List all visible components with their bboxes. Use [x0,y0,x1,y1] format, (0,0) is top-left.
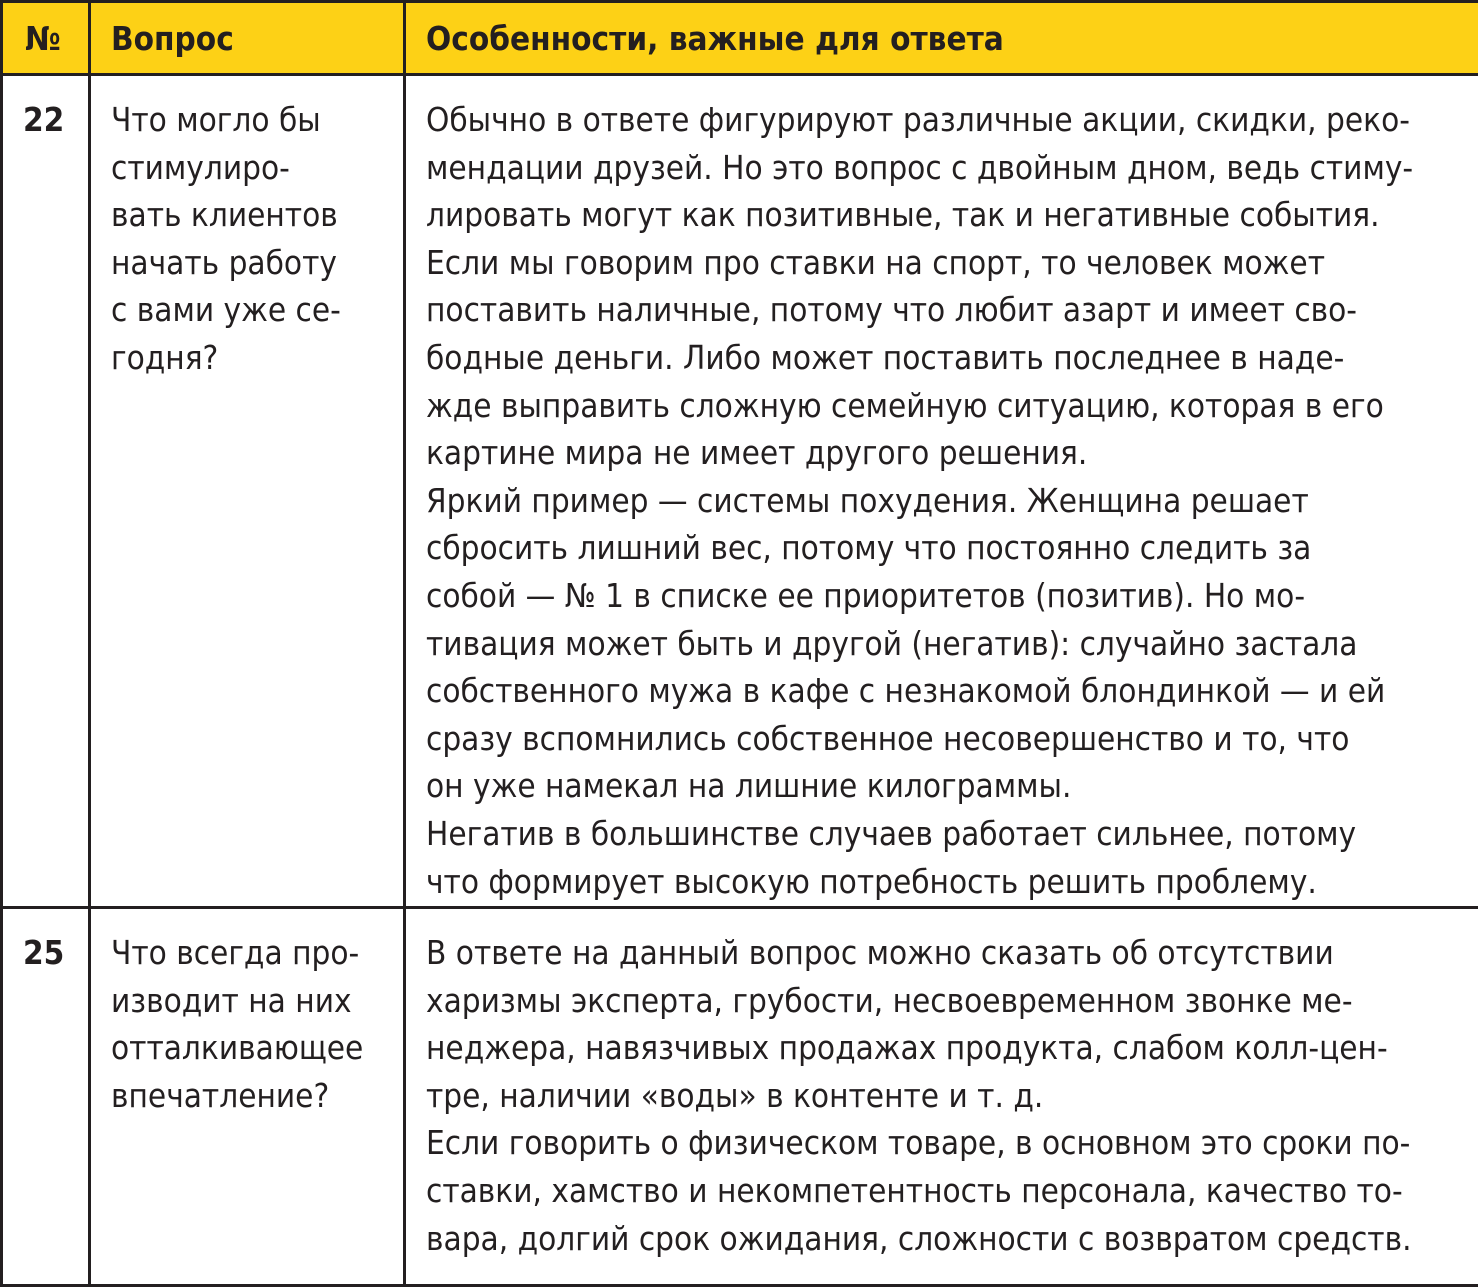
features-line: картине мира не имеет другого решения. [426,429,1468,477]
features-line: собственного мужа в кафе с незнакомой блондинкой — и ей [426,667,1468,715]
features-line: Если мы говорим про ставки на спорт, то человек может [426,239,1468,287]
row-number: 22 [2,75,90,908]
header-features: Особенности, важные для ответа [405,2,1478,75]
features-line: что формирует высокую потребность решить проблему. [426,858,1468,906]
features-line: Негатив в большинстве случаев работает сильнее, потому [426,810,1468,858]
header-question: Вопрос [90,2,405,75]
row-question: Что всегда про- изводит на них отталкивающее впечатление? [90,908,405,1286]
features-line: Если говорить о физическом товаре, в основном это сроки по- [426,1119,1468,1167]
features-line: тивация может быть и другой (негатив): случайно застала [426,620,1468,668]
features-line: тре, наличии «воды» в контенте и т. д. [426,1072,1468,1120]
table-body [2,75,1478,1286]
features-line: вара, долгий срок ожидания, сложности с возвратом средств. [426,1215,1468,1263]
header-row [2,2,1478,75]
row-question: Что могло бы стимулиро- вать клиентов начать работу с вами уже се- годня? [90,75,405,908]
table-row [2,908,1478,1286]
features-line: бодные деньги. Либо может поставить последнее в наде- [426,334,1468,382]
row-features [405,75,1478,908]
features-line: В ответе на данный вопрос можно сказать об отсутствии [426,929,1468,977]
features-line: сразу вспомнились собственное несовершенство и то, что [426,715,1468,763]
row-features [405,908,1478,1286]
features-line: жде выправить сложную семейную ситуацию, которая в его [426,382,1468,430]
header-number: № [2,2,90,75]
features-line: сбросить лишний вес, потому что постоянно следить за [426,524,1468,572]
features-line: мендации друзей. Но это вопрос с двойным дном, ведь стиму- [426,144,1468,192]
row-number: 25 [2,908,90,1286]
features-line: ставки, хамство и некомпетентность персонала, качество то- [426,1167,1468,1215]
table-header [2,2,1478,75]
features-line: лировать могут как позитивные, так и негативные события. [426,191,1468,239]
features-line: неджера, навязчивых продажах продукта, слабом колл-цен- [426,1024,1468,1072]
features-line: Обычно в ответе фигурируют различные акции, скидки, реко- [426,96,1468,144]
features-line: харизмы эксперта, грубости, несвоевременном звонке ме- [426,977,1468,1025]
features-line: поставить наличные, потому что любит азарт и имеет сво- [426,286,1468,334]
table-row [2,75,1478,908]
features-line: собой — № 1 в списке ее приоритетов (позитив). Но мо- [426,572,1468,620]
features-line: Яркий пример — системы похудения. Женщина решает [426,477,1468,525]
features-line: он уже намекал на лишние килограммы. [426,762,1468,810]
